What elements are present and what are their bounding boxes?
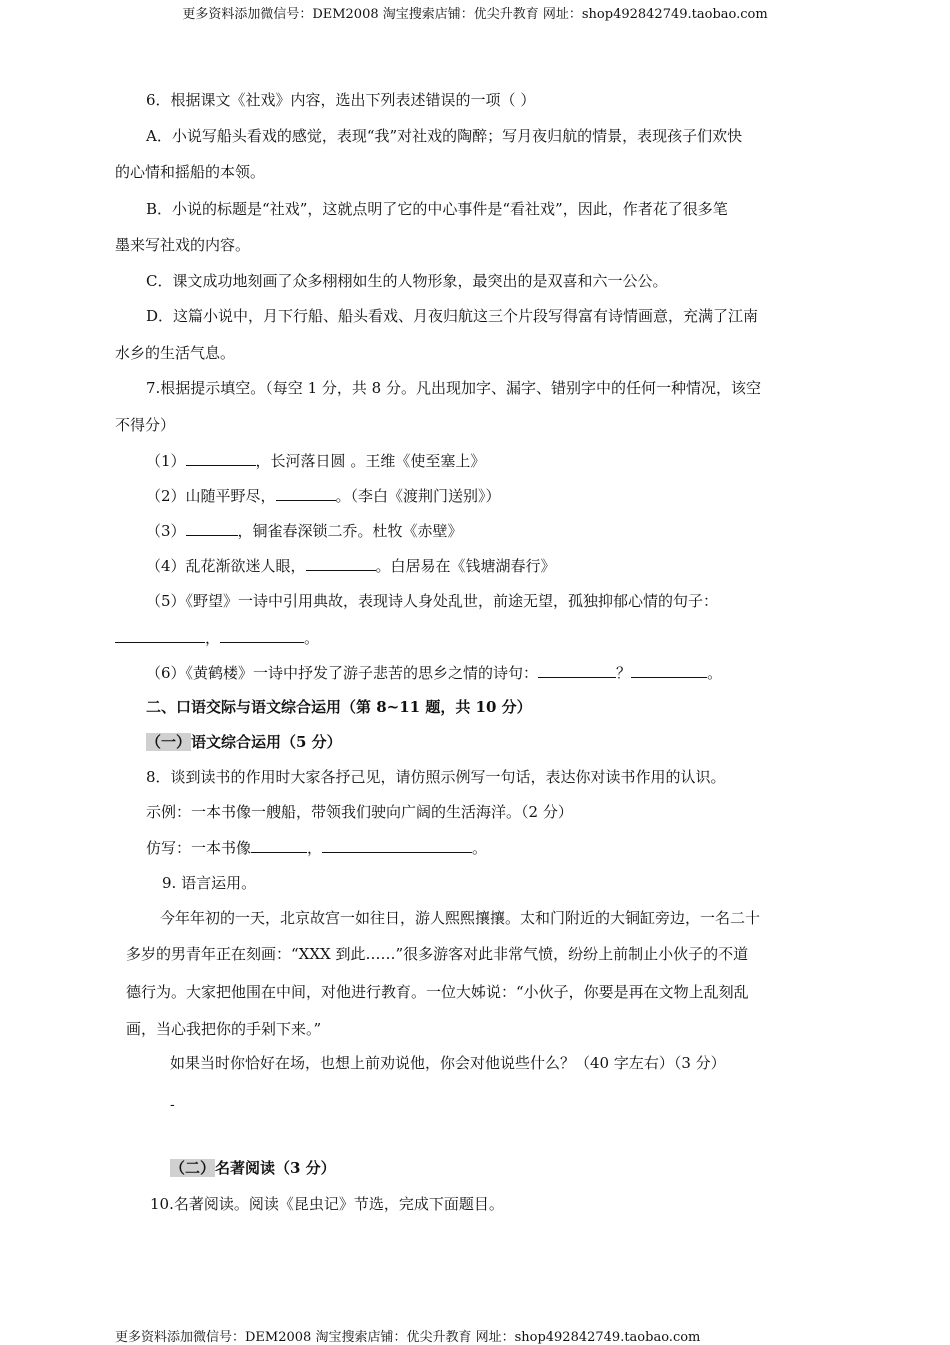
answer-blank[interactable] (186, 520, 238, 536)
q6-option-b-line1: B．小说的标题是“社戏”，这就点明了它的中心事件是“看社戏”，因此，作者花了很多笔 (146, 200, 728, 218)
q10-stem: 10.名著阅读。阅读《昆虫记》节选，完成下面题目。 (150, 1195, 504, 1213)
section-2-title: 二、口语交际与语文综合运用（第 8~11 题，共 10 分） (146, 698, 532, 716)
q7-stem-line2: 不得分） (115, 416, 176, 434)
q7-item-1: （1） ，长河落日圆 。王维《使至塞上》 (146, 452, 486, 470)
q6-option-b-line2: 墨来写社戏的内容。 (115, 236, 251, 254)
answer-blank[interactable] (186, 450, 256, 466)
q8-imitation: 仿写：一本书像 ， 。 (146, 839, 488, 857)
q6-option-c: C．课文成功地刻画了众多栩栩如生的人物形象，最突出的是双喜和六一公公。 (146, 272, 668, 290)
q9-stem: 9. 语言运用。 (162, 874, 257, 892)
answer-blank[interactable] (322, 837, 472, 853)
q6-option-d-line1: D．这篇小说中，月下行船、船头看戏、月夜归航这三个片段写得富有诗情画意，充满了江南 (146, 307, 759, 325)
q7-item-2: （2）山随平野尽， 。（李白《渡荆门送别》） (146, 487, 501, 505)
q7-item-4: （4）乱花渐欲迷人眼， 。白居易在《钱塘湖春行》 (146, 557, 556, 575)
q7-item-5: （5）《野望》一诗中引用典故，表现诗人身处乱世，前途无望，孤独抑郁心情的句子： (146, 592, 719, 610)
subsection-1-title: （一）语文综合运用（5 分） (146, 733, 342, 751)
q7-item-6: （6）《黄鹤楼》一诗中抒发了游子悲苦的思乡之情的诗句： ？ 。 (146, 664, 723, 682)
q6-option-d-line2: 水乡的生活气息。 (115, 344, 236, 362)
answer-blank[interactable] (220, 627, 304, 643)
q9-passage-line1: 今年年初的一天，北京故宫一如往日，游人熙熙攘攘。太和门附近的大铜缸旁边，一名二十 (160, 909, 761, 927)
q7-item-3: （3） ，铜雀春深锁二乔。杜牧《赤壁》 (146, 522, 463, 540)
answer-blank[interactable] (251, 837, 307, 853)
answer-blank[interactable] (538, 662, 616, 678)
q9-passage-line3: 德行为。大家把他围在中间，对他进行教育。一位大姊说：“小伙子，你要是再在文物上乱刻乱 (126, 983, 749, 1001)
page-footer: 更多资料添加微信号：DEM2008 淘宝搜索店铺：优尖升教育 网址：shop492842749.taobao.com (115, 1330, 701, 1345)
q6-option-a-line2: 的心情和摇船的本领。 (115, 163, 266, 181)
q7-item-5-blanks: ， 。 (115, 627, 319, 648)
answer-blank[interactable] (631, 662, 707, 678)
q6-stem: 6．根据课文《社戏》内容，选出下列表述错误的一项（ ） (146, 91, 536, 109)
q6-option-a-line1: A．小说写船头看戏的感觉，表现“我”对社戏的陶醉；写月夜归航的情景，表现孩子们欢快 (146, 127, 743, 145)
q8-example: 示例：一本书像一艘船，带领我们驶向广阔的生活海洋。（2 分） (146, 803, 573, 821)
q7-stem-line1: 7.根据提示填空。（每空 1 分，共 8 分。凡出现加字、漏字、错别字中的任何一种情况，该空 (146, 379, 761, 397)
answer-blank[interactable] (276, 485, 336, 501)
answer-blank[interactable] (115, 627, 205, 643)
q9-question: 如果当时你恰好在场，也想上前劝说他，你会对他说些什么？（40 字左右）（3 分） (170, 1054, 726, 1072)
answer-dash: - (170, 1097, 175, 1113)
subsection-2-title: （二）名著阅读（3 分） (170, 1159, 336, 1177)
q9-passage-line4: 画，当心我把你的手剁下来。” (126, 1020, 322, 1038)
q8-stem: 8．谈到读书的作用时大家各抒己见，请仿照示例写一句话，表达你对读书作用的认识。 (146, 768, 726, 786)
q9-passage-line2: 多岁的男青年正在刻画：“XXX 到此……”很多游客对此非常气愤，纷纷上前制止小伙子的不道 (126, 945, 749, 963)
page-header: 更多资料添加微信号：DEM2008 淘宝搜索店铺：优尖升教育 网址：shop492842749.taobao.com (182, 7, 768, 22)
answer-blank[interactable] (306, 555, 376, 571)
